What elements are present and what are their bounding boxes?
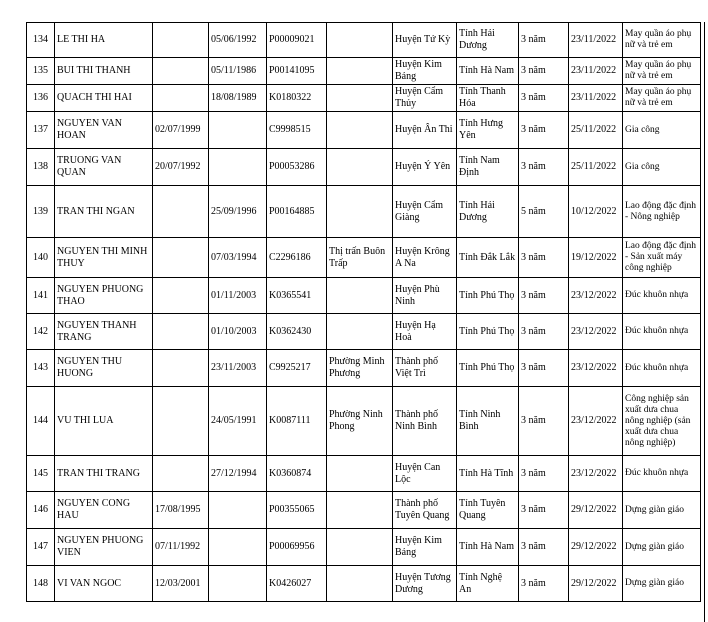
job-type-cell: Lao động đặc định - Sản xuất máy công nghiệp: [623, 238, 701, 278]
row-number-cell: 145: [27, 456, 55, 492]
departure-date-cell: 19/12/2022: [569, 238, 623, 278]
departure-date-cell: 23/12/2022: [569, 278, 623, 314]
commune-cell: Phường Minh Phương: [327, 350, 393, 387]
birth-date-male-cell: [153, 58, 209, 85]
contract-duration-cell: 3 năm: [519, 58, 569, 85]
contract-duration-cell: 3 năm: [519, 149, 569, 186]
table-edge-divider: [704, 22, 705, 622]
commune-cell: Thị trấn Buôn Trấp: [327, 238, 393, 278]
birth-date-female-cell: [209, 149, 267, 186]
worker-name-cell: NGUYEN PHUONG THAO: [55, 278, 153, 314]
district-cell: Huyện Cẩm Giàng: [393, 186, 457, 238]
departure-date-cell: 23/12/2022: [569, 456, 623, 492]
district-cell: Huyện Tương Dương: [393, 566, 457, 602]
table-row: [27, 492, 701, 529]
commune-cell: [327, 112, 393, 149]
worker-name-cell: NGUYEN CONG HAU: [55, 492, 153, 529]
province-cell: Tỉnh Đắk Lắk: [457, 238, 519, 278]
province-cell: Tỉnh Hải Dương: [457, 186, 519, 238]
departure-date-cell: 10/12/2022: [569, 186, 623, 238]
job-type-cell: Đúc khuôn nhựa: [623, 350, 701, 387]
departure-date-cell: 29/12/2022: [569, 529, 623, 566]
worker-name-cell: LE THI HA: [55, 23, 153, 58]
province-cell: Tỉnh Hải Dương: [457, 23, 519, 58]
departure-date-cell: 23/12/2022: [569, 387, 623, 456]
row-number-cell: 135: [27, 58, 55, 85]
province-cell: Tỉnh Nam Định: [457, 149, 519, 186]
table-row: [27, 149, 701, 186]
passport-number-cell: P00009021: [267, 23, 327, 58]
commune-cell: [327, 314, 393, 350]
row-number-cell: 148: [27, 566, 55, 602]
commune-cell: [327, 456, 393, 492]
worker-name-cell: QUACH THI HAI: [55, 85, 153, 112]
commune-cell: [327, 149, 393, 186]
table-row: [27, 456, 701, 492]
departure-date-cell: 29/12/2022: [569, 566, 623, 602]
province-cell: Tỉnh Nghệ An: [457, 566, 519, 602]
district-cell: Huyện Ý Yên: [393, 149, 457, 186]
contract-duration-cell: 3 năm: [519, 238, 569, 278]
province-cell: Tỉnh Thanh Hóa: [457, 85, 519, 112]
row-number-cell: 140: [27, 238, 55, 278]
passport-number-cell: K0087111: [267, 387, 327, 456]
row-number-cell: 144: [27, 387, 55, 456]
province-cell: Tỉnh Phú Thọ: [457, 314, 519, 350]
commune-cell: [327, 186, 393, 238]
birth-date-male-cell: [153, 278, 209, 314]
job-type-cell: May quần áo phụ nữ và trẻ em: [623, 58, 701, 85]
passport-number-cell: P00069956: [267, 529, 327, 566]
contract-duration-cell: 3 năm: [519, 112, 569, 149]
contract-duration-cell: 3 năm: [519, 387, 569, 456]
district-cell: Thành phố Ninh Bình: [393, 387, 457, 456]
job-type-cell: Lao động đặc định - Nông nghiệp: [623, 186, 701, 238]
passport-number-cell: C2296186: [267, 238, 327, 278]
passport-number-cell: K0180322: [267, 85, 327, 112]
job-type-cell: Đúc khuôn nhựa: [623, 314, 701, 350]
passport-number-cell: P00053286: [267, 149, 327, 186]
birth-date-female-cell: 27/12/1994: [209, 456, 267, 492]
birth-date-female-cell: 18/08/1989: [209, 85, 267, 112]
table-row: [27, 529, 701, 566]
birth-date-male-cell: 17/08/1995: [153, 492, 209, 529]
commune-cell: [327, 529, 393, 566]
table-row: [27, 238, 701, 278]
worker-name-cell: VI VAN NGOC: [55, 566, 153, 602]
departure-date-cell: 29/12/2022: [569, 492, 623, 529]
birth-date-male-cell: 12/03/2001: [153, 566, 209, 602]
passport-number-cell: P00164885: [267, 186, 327, 238]
birth-date-female-cell: 05/06/1992: [209, 23, 267, 58]
table-body: [27, 23, 701, 602]
province-cell: Tỉnh Hà Nam: [457, 529, 519, 566]
commune-cell: Phường Ninh Phong: [327, 387, 393, 456]
passport-number-cell: K0426027: [267, 566, 327, 602]
birth-date-female-cell: 07/03/1994: [209, 238, 267, 278]
worker-name-cell: BUI THI THANH: [55, 58, 153, 85]
table-row: [27, 387, 701, 456]
table-row: [27, 350, 701, 387]
province-cell: Tỉnh Phú Thọ: [457, 278, 519, 314]
row-number-cell: 136: [27, 85, 55, 112]
table-row: [27, 566, 701, 602]
birth-date-female-cell: [209, 492, 267, 529]
contract-duration-cell: 3 năm: [519, 314, 569, 350]
district-cell: Huyện Can Lộc: [393, 456, 457, 492]
row-number-cell: 141: [27, 278, 55, 314]
table-row: [27, 85, 701, 112]
district-cell: Huyện Hạ Hoà: [393, 314, 457, 350]
birth-date-female-cell: 25/09/1996: [209, 186, 267, 238]
birth-date-female-cell: 23/11/2003: [209, 350, 267, 387]
table-row: [27, 278, 701, 314]
contract-duration-cell: 3 năm: [519, 492, 569, 529]
job-type-cell: Gia công: [623, 149, 701, 186]
province-cell: Tỉnh Hà Nam: [457, 58, 519, 85]
birth-date-male-cell: 20/07/1992: [153, 149, 209, 186]
job-type-cell: Dựng giàn giáo: [623, 529, 701, 566]
province-cell: Tỉnh Hưng Yên: [457, 112, 519, 149]
table-row: [27, 112, 701, 149]
contract-duration-cell: 3 năm: [519, 529, 569, 566]
row-number-cell: 143: [27, 350, 55, 387]
birth-date-male-cell: [153, 350, 209, 387]
district-cell: Huyện Kim Bảng: [393, 58, 457, 85]
departure-date-cell: 23/12/2022: [569, 350, 623, 387]
passport-number-cell: P00355065: [267, 492, 327, 529]
contract-duration-cell: 3 năm: [519, 278, 569, 314]
contract-duration-cell: 3 năm: [519, 350, 569, 387]
birth-date-male-cell: 02/07/1999: [153, 112, 209, 149]
province-cell: Tỉnh Ninh Bình: [457, 387, 519, 456]
contract-duration-cell: 5 năm: [519, 186, 569, 238]
worker-name-cell: TRUONG VAN QUAN: [55, 149, 153, 186]
departure-date-cell: 23/11/2022: [569, 23, 623, 58]
birth-date-female-cell: [209, 529, 267, 566]
district-cell: Huyện Krông A Na: [393, 238, 457, 278]
birth-date-female-cell: [209, 566, 267, 602]
birth-date-male-cell: 07/11/1992: [153, 529, 209, 566]
departure-date-cell: 25/11/2022: [569, 112, 623, 149]
passport-number-cell: C9998515: [267, 112, 327, 149]
row-number-cell: 139: [27, 186, 55, 238]
district-cell: Huyện Ân Thi: [393, 112, 457, 149]
worker-name-cell: VU THI LUA: [55, 387, 153, 456]
birth-date-male-cell: [153, 85, 209, 112]
commune-cell: [327, 492, 393, 529]
passport-number-cell: C9925217: [267, 350, 327, 387]
passport-number-cell: P00141095: [267, 58, 327, 85]
birth-date-male-cell: [153, 387, 209, 456]
departure-date-cell: 25/11/2022: [569, 149, 623, 186]
table-row: [27, 186, 701, 238]
worker-name-cell: NGUYEN THANH TRANG: [55, 314, 153, 350]
worker-name-cell: NGUYEN THU HUONG: [55, 350, 153, 387]
district-cell: Huyện Cẩm Thủy: [393, 85, 457, 112]
worker-name-cell: TRAN THI NGAN: [55, 186, 153, 238]
job-type-cell: Dựng giàn giáo: [623, 492, 701, 529]
departure-date-cell: 23/11/2022: [569, 58, 623, 85]
birth-date-female-cell: [209, 112, 267, 149]
birth-date-female-cell: 05/11/1986: [209, 58, 267, 85]
row-number-cell: 138: [27, 149, 55, 186]
job-type-cell: May quần áo phụ nữ và trẻ em: [623, 23, 701, 58]
birth-date-male-cell: [153, 186, 209, 238]
table-row: [27, 314, 701, 350]
contract-duration-cell: 3 năm: [519, 566, 569, 602]
row-number-cell: 142: [27, 314, 55, 350]
contract-duration-cell: 3 năm: [519, 456, 569, 492]
contract-duration-cell: 3 năm: [519, 85, 569, 112]
commune-cell: [327, 278, 393, 314]
province-cell: Tỉnh Hà Tĩnh: [457, 456, 519, 492]
commune-cell: [327, 566, 393, 602]
contract-duration-cell: 3 năm: [519, 23, 569, 58]
birth-date-female-cell: 24/05/1991: [209, 387, 267, 456]
district-cell: Huyện Kim Bảng: [393, 529, 457, 566]
job-type-cell: Dựng giàn giáo: [623, 566, 701, 602]
job-type-cell: May quần áo phụ nữ và trẻ em: [623, 85, 701, 112]
passport-number-cell: K0360874: [267, 456, 327, 492]
province-cell: Tỉnh Phú Thọ: [457, 350, 519, 387]
worker-name-cell: NGUYEN THI MINH THUY: [55, 238, 153, 278]
row-number-cell: 134: [27, 23, 55, 58]
departure-date-cell: 23/12/2022: [569, 314, 623, 350]
birth-date-male-cell: [153, 456, 209, 492]
birth-date-male-cell: [153, 238, 209, 278]
commune-cell: [327, 58, 393, 85]
job-type-cell: Công nghiệp sản xuất dưa chua nông nghiệp (sản xuất dưa chua nông nghiệp): [623, 387, 701, 456]
row-number-cell: 147: [27, 529, 55, 566]
passport-number-cell: K0362430: [267, 314, 327, 350]
worker-name-cell: NGUYEN VAN HOAN: [55, 112, 153, 149]
job-type-cell: Đúc khuôn nhựa: [623, 278, 701, 314]
birth-date-male-cell: [153, 23, 209, 58]
table-row: [27, 23, 701, 58]
birth-date-female-cell: 01/11/2003: [209, 278, 267, 314]
commune-cell: [327, 23, 393, 58]
row-number-cell: 137: [27, 112, 55, 149]
district-cell: Huyện Phù Ninh: [393, 278, 457, 314]
district-cell: Huyện Tứ Kỳ: [393, 23, 457, 58]
commune-cell: [327, 85, 393, 112]
job-type-cell: Đúc khuôn nhựa: [623, 456, 701, 492]
job-type-cell: Gia công: [623, 112, 701, 149]
province-cell: Tỉnh Tuyên Quang: [457, 492, 519, 529]
birth-date-male-cell: [153, 314, 209, 350]
row-number-cell: 146: [27, 492, 55, 529]
worker-name-cell: NGUYEN PHUONG VIEN: [55, 529, 153, 566]
district-cell: Thành phố Tuyên Quang: [393, 492, 457, 529]
worker-list-table: [26, 22, 701, 602]
departure-date-cell: 23/11/2022: [569, 85, 623, 112]
district-cell: Thành phố Việt Trì: [393, 350, 457, 387]
worker-name-cell: TRAN THI TRANG: [55, 456, 153, 492]
table-row: [27, 58, 701, 85]
birth-date-female-cell: 01/10/2003: [209, 314, 267, 350]
passport-number-cell: K0365541: [267, 278, 327, 314]
